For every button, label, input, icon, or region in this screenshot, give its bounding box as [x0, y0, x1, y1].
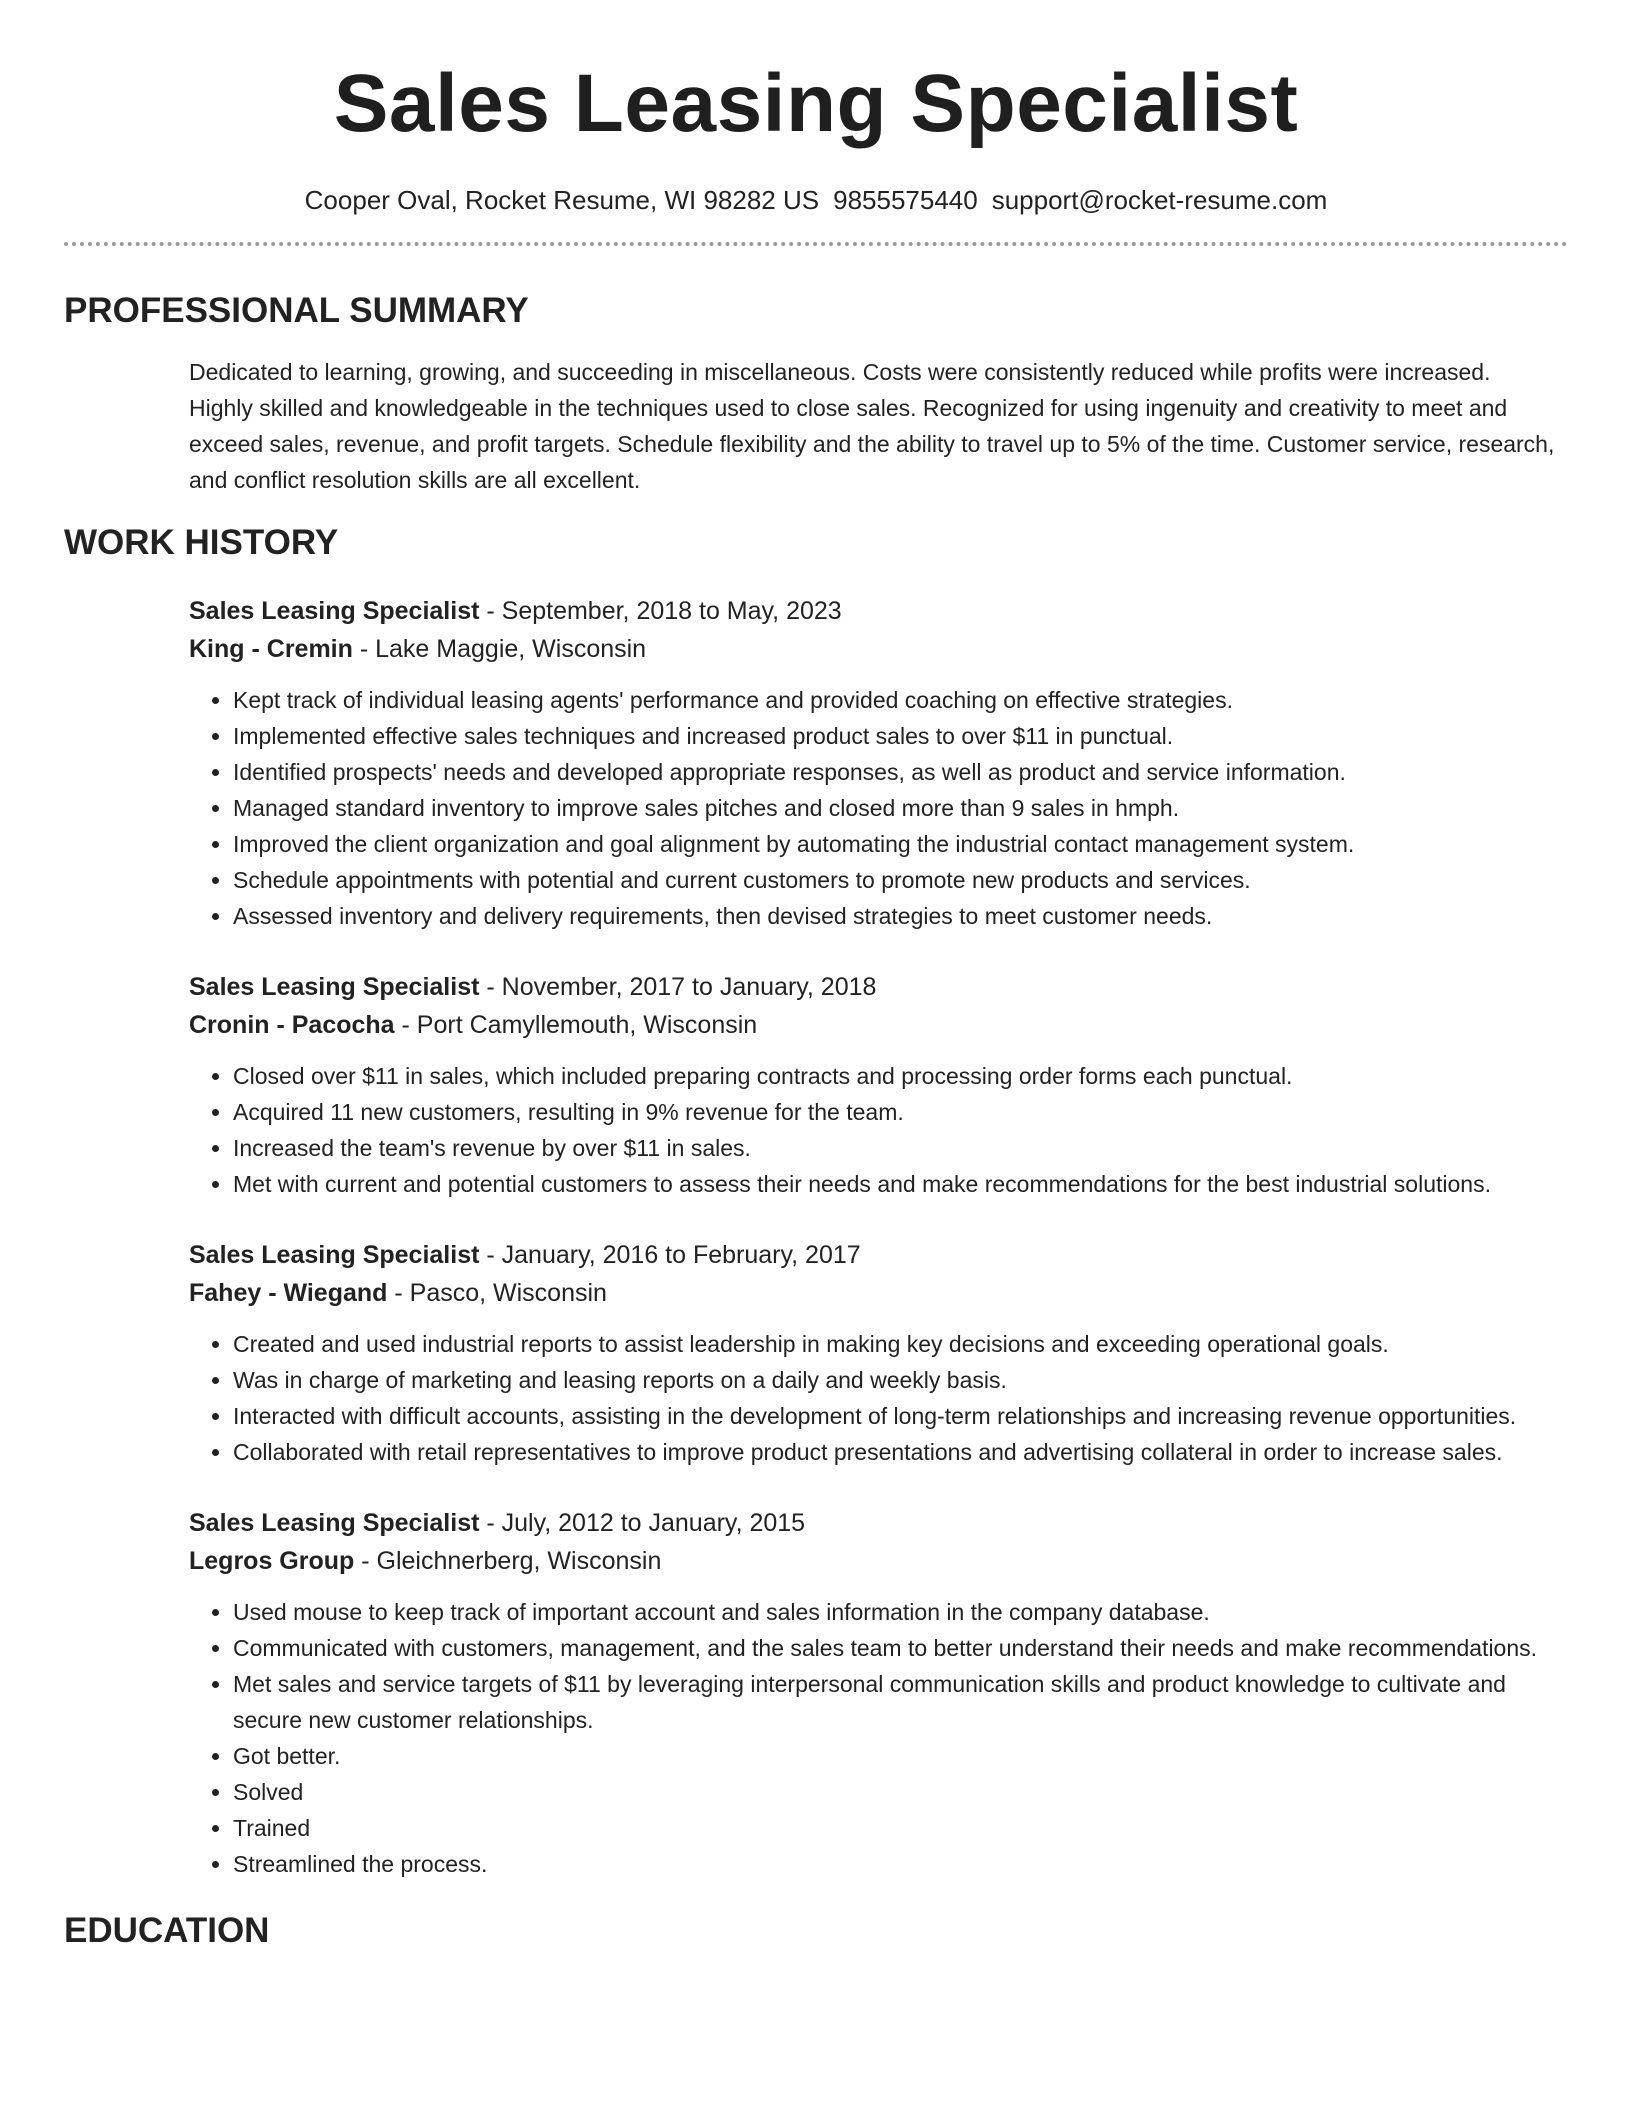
job-role: Sales Leasing Specialist: [189, 1241, 480, 1269]
job-bullet: • Schedule appointments with potential and current customers to promote new products and services.: [233, 862, 1568, 898]
job-bullet: • Was in charge of marketing and leasing reports on a daily and weekly basis.: [233, 1362, 1568, 1398]
job-dates: - July, 2012 to January, 2015: [479, 1509, 806, 1537]
job-bullet: • Met sales and service targets of $11 by leveraging interpersonal communication skills and product knowledge to cultivate and secure new customer relationships.: [233, 1666, 1568, 1738]
job-company-line: [189, 1542, 1568, 1580]
job-company: King - Cremin: [189, 635, 353, 663]
job-role: Sales Leasing Specialist: [189, 1509, 480, 1537]
job-role-line: [189, 1236, 1568, 1274]
job-company: Fahey - Wiegand: [189, 1279, 388, 1307]
job-bullet: • Met with current and potential customers to assess their needs and make recommendations for the best industrial solutions.: [233, 1166, 1568, 1202]
job-company-line: [189, 1274, 1568, 1312]
job-company-line: [189, 630, 1568, 668]
job-entry: [189, 1504, 1568, 1882]
job-bullet: • Improved the client organization and goal alignment by automating the industrial contact management system.: [233, 826, 1568, 862]
job-entry: [189, 968, 1568, 1202]
contact-phone: 9855575440: [833, 185, 978, 215]
job-bullet: • Increased the team's revenue by over $11 in sales.: [233, 1130, 1568, 1166]
job-role: Sales Leasing Specialist: [189, 973, 480, 1001]
job-location: - Pasco, Wisconsin: [387, 1279, 607, 1307]
job-bullets: [189, 1326, 1568, 1470]
job-dates: - January, 2016 to February, 2017: [479, 1241, 861, 1269]
job-bullet: • Solved: [233, 1774, 1568, 1810]
work-history-list: [64, 592, 1568, 1882]
job-company-line: [189, 1006, 1568, 1044]
contact-address: Cooper Oval, Rocket Resume, WI 98282 US: [304, 185, 820, 215]
summary-text: Dedicated to learning, growing, and succeeding in miscellaneous. Costs were consistently reduced while profits were increased. Highly skilled and knowledgeable in the techniques used to close sales. Recognized for using ingenuity and creativity to meet and exceed sales, revenue, and profit targets. Schedule flexibility and the ability to travel up to 5% of the time. Customer service, research, and conflict resolution skills are all excellent.: [189, 359, 1555, 493]
job-company: Legros Group: [189, 1547, 355, 1575]
job-bullet: • Interacted with difficult accounts, assisting in the development of long-term relationships and increasing revenue opportunities.: [233, 1398, 1568, 1434]
candidate-name: Sales Leasing Specialist: [333, 58, 1299, 149]
job-bullet: • Assessed inventory and delivery requirements, then devised strategies to meet customer needs.: [233, 898, 1568, 934]
job-bullet: • Used mouse to keep track of important account and sales information in the company database.: [233, 1594, 1568, 1630]
section-title-work-history: WORK HISTORY: [64, 523, 339, 562]
job-role-line: [189, 1504, 1568, 1542]
job-bullet: • Created and used industrial reports to assist leadership in making key decisions and exceeding operational goals.: [233, 1326, 1568, 1362]
job-bullets: [189, 1058, 1568, 1202]
job-bullet: • Communicated with customers, management, and the sales team to better understand their needs and make recommendations.: [233, 1630, 1568, 1666]
section-title-summary: PROFESSIONAL SUMMARY: [64, 291, 529, 330]
job-bullet: • Acquired 11 new customers, resulting in 9% revenue for the team.: [233, 1094, 1568, 1130]
job-location: - Gleichnerberg, Wisconsin: [354, 1547, 662, 1575]
job-bullet: • Collaborated with retail representatives to improve product presentations and advertising collateral in order to increase sales.: [233, 1434, 1568, 1470]
job-bullets: [189, 1594, 1568, 1882]
job-dates: - November, 2017 to January, 2018: [479, 973, 877, 1001]
job-bullet: • Closed over $11 in sales, which included preparing contracts and processing order forms each punctual.: [233, 1058, 1568, 1094]
job-location: - Lake Maggie, Wisconsin: [352, 635, 647, 663]
job-role-line: [189, 968, 1568, 1006]
job-bullet: • Trained: [233, 1810, 1568, 1846]
job-bullet: • Got better.: [233, 1738, 1568, 1774]
job-entry: [189, 592, 1568, 934]
job-bullet: • Implemented effective sales techniques and increased product sales to over $11 in punctual.: [233, 718, 1568, 754]
job-entry: [189, 1236, 1568, 1470]
section-title-education: EDUCATION: [64, 1911, 270, 1950]
header-divider: [64, 242, 1568, 246]
job-role-line: [189, 592, 1568, 630]
contact-line: [64, 184, 1568, 216]
job-bullet: • Streamlined the process.: [233, 1846, 1568, 1882]
job-dates: - September, 2018 to May, 2023: [479, 597, 842, 625]
contact-email: support@rocket-resume.com: [991, 185, 1328, 215]
job-role: Sales Leasing Specialist: [189, 597, 480, 625]
job-bullet: • Identified prospects' needs and developed appropriate responses, as well as product and service information.: [233, 754, 1568, 790]
job-location: - Port Camyllemouth, Wisconsin: [394, 1011, 758, 1039]
job-company: Cronin - Pacocha: [189, 1011, 395, 1039]
job-bullet: • Kept track of individual leasing agents' performance and provided coaching on effective strategies.: [233, 682, 1568, 718]
job-bullet: • Managed standard inventory to improve sales pitches and closed more than 9 sales in hmph.: [233, 790, 1568, 826]
job-bullets: [189, 682, 1568, 934]
